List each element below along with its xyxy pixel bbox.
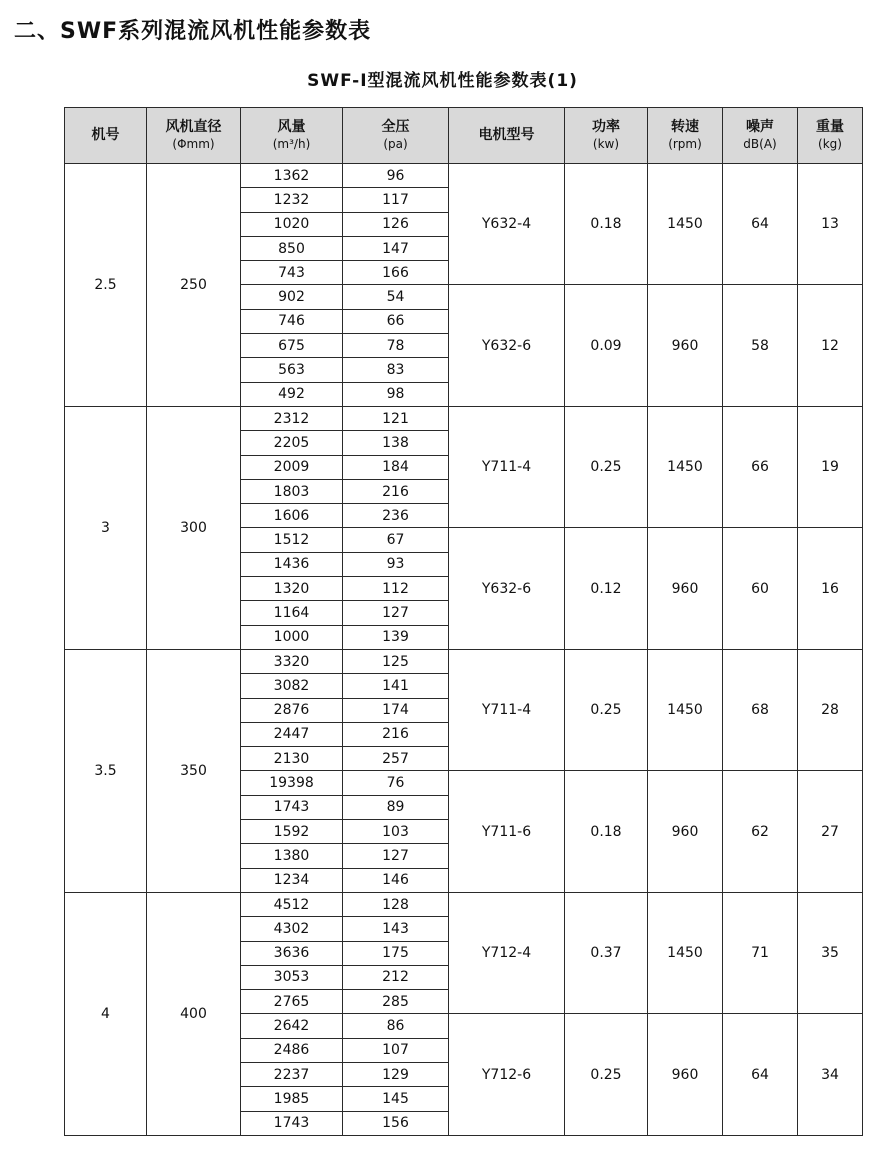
column-header-unit: (m³/h) (272, 136, 311, 151)
table-row (65, 649, 863, 673)
airflow-cell: 2237 (241, 1062, 343, 1086)
pressure-cell: 212 (343, 965, 449, 989)
diameter-cell: 300 (147, 406, 241, 649)
column-header-label: 功率 (592, 118, 620, 135)
airflow-cell: 1320 (241, 577, 343, 601)
speed-cell: 1450 (648, 164, 723, 285)
airflow-cell: 1606 (241, 504, 343, 528)
airflow-cell: 1164 (241, 601, 343, 625)
noise-cell: 71 (723, 892, 798, 1013)
airflow-cell: 1512 (241, 528, 343, 552)
table-body (65, 164, 863, 1136)
machine-no-cell: 3.5 (65, 649, 147, 892)
airflow-cell: 3320 (241, 649, 343, 673)
table-row (65, 164, 863, 188)
pressure-cell: 175 (343, 941, 449, 965)
noise-cell: 62 (723, 771, 798, 892)
noise-cell: 66 (723, 406, 798, 527)
pressure-cell: 103 (343, 820, 449, 844)
pressure-cell: 83 (343, 358, 449, 382)
airflow-cell: 2205 (241, 431, 343, 455)
speed-cell: 960 (648, 1014, 723, 1135)
airflow-cell: 746 (241, 309, 343, 333)
airflow-cell: 1362 (241, 164, 343, 188)
pressure-cell: 143 (343, 917, 449, 941)
column-header-label: 全压 (381, 118, 410, 135)
pressure-cell: 285 (343, 990, 449, 1014)
speed-cell: 1450 (648, 406, 723, 527)
pressure-cell: 127 (343, 601, 449, 625)
pressure-cell: 86 (343, 1014, 449, 1038)
pressure-cell: 141 (343, 674, 449, 698)
pressure-cell: 129 (343, 1062, 449, 1086)
airflow-cell: 2009 (241, 455, 343, 479)
noise-cell: 60 (723, 528, 798, 649)
airflow-cell: 1743 (241, 795, 343, 819)
airflow-cell: 2130 (241, 747, 343, 771)
pressure-cell: 166 (343, 261, 449, 285)
motor-model-cell: Y712-4 (449, 892, 565, 1013)
pressure-cell: 54 (343, 285, 449, 309)
diameter-cell: 250 (147, 164, 241, 407)
airflow-cell: 1234 (241, 868, 343, 892)
column-header-label: 机号 (91, 127, 120, 143)
airflow-cell: 1803 (241, 479, 343, 503)
airflow-cell: 2486 (241, 1038, 343, 1062)
airflow-cell: 1743 (241, 1111, 343, 1135)
pressure-cell: 98 (343, 382, 449, 406)
table-title: SWF-Ⅰ型混流风机性能参数表(1) (307, 71, 578, 91)
pressure-cell: 139 (343, 625, 449, 649)
column-header-label: 重量 (816, 118, 844, 135)
column-header (449, 108, 565, 164)
performance-table (64, 107, 863, 1136)
speed-cell: 960 (648, 285, 723, 406)
airflow-cell: 1000 (241, 625, 343, 649)
power-cell: 0.25 (565, 406, 648, 527)
power-cell: 0.25 (565, 1014, 648, 1135)
pressure-cell: 138 (343, 431, 449, 455)
airflow-cell: 3636 (241, 941, 343, 965)
table-row (65, 892, 863, 916)
column-header-label: 风量 (277, 118, 306, 135)
pressure-cell: 128 (343, 892, 449, 916)
weight-cell: 28 (798, 649, 863, 770)
power-cell: 0.25 (565, 649, 648, 770)
weight-cell: 34 (798, 1014, 863, 1135)
airflow-cell: 4512 (241, 892, 343, 916)
diameter-cell: 350 (147, 649, 241, 892)
pressure-cell: 117 (343, 188, 449, 212)
pressure-cell: 126 (343, 212, 449, 236)
airflow-cell: 1232 (241, 188, 343, 212)
motor-model-cell: Y711-6 (449, 771, 565, 892)
column-header (723, 108, 798, 164)
column-header-label: 风机直径 (165, 118, 222, 135)
airflow-cell: 675 (241, 334, 343, 358)
power-cell: 0.12 (565, 528, 648, 649)
weight-cell: 19 (798, 406, 863, 527)
airflow-cell: 563 (241, 358, 343, 382)
motor-model-cell: Y632-6 (449, 285, 565, 406)
power-cell: 0.18 (565, 164, 648, 285)
machine-no-cell: 2.5 (65, 164, 147, 407)
pressure-cell: 89 (343, 795, 449, 819)
motor-model-cell: Y632-6 (449, 528, 565, 649)
pressure-cell: 125 (343, 649, 449, 673)
weight-cell: 35 (798, 892, 863, 1013)
noise-cell: 64 (723, 1014, 798, 1135)
column-header (565, 108, 648, 164)
column-header-unit: (Φmm) (172, 136, 215, 151)
column-header (147, 108, 241, 164)
airflow-cell: 2447 (241, 722, 343, 746)
power-cell: 0.37 (565, 892, 648, 1013)
page-heading: 二、SWF系列混流风机性能参数表 (14, 19, 372, 44)
pressure-cell: 146 (343, 868, 449, 892)
pressure-cell: 93 (343, 552, 449, 576)
power-cell: 0.09 (565, 285, 648, 406)
speed-cell: 960 (648, 528, 723, 649)
airflow-cell: 1380 (241, 844, 343, 868)
pressure-cell: 66 (343, 309, 449, 333)
pressure-cell: 216 (343, 479, 449, 503)
weight-cell: 12 (798, 285, 863, 406)
column-header-unit: dB(A) (743, 136, 777, 151)
weight-cell: 13 (798, 164, 863, 285)
airflow-cell: 1985 (241, 1087, 343, 1111)
pressure-cell: 236 (343, 504, 449, 528)
airflow-cell: 4302 (241, 917, 343, 941)
motor-model-cell: Y711-4 (449, 649, 565, 770)
airflow-cell: 2642 (241, 1014, 343, 1038)
pressure-cell: 257 (343, 747, 449, 771)
column-header-label: 转速 (671, 118, 699, 135)
pressure-cell: 147 (343, 236, 449, 260)
airflow-cell: 850 (241, 236, 343, 260)
airflow-cell: 2765 (241, 990, 343, 1014)
pressure-cell: 145 (343, 1087, 449, 1111)
airflow-cell: 19398 (241, 771, 343, 795)
motor-model-cell: Y632-4 (449, 164, 565, 285)
column-header (343, 108, 449, 164)
airflow-cell: 1592 (241, 820, 343, 844)
column-header-unit: (kw) (592, 136, 620, 151)
pressure-cell: 78 (343, 334, 449, 358)
weight-cell: 16 (798, 528, 863, 649)
noise-cell: 58 (723, 285, 798, 406)
machine-no-cell: 3 (65, 406, 147, 649)
airflow-cell: 1436 (241, 552, 343, 576)
diameter-cell: 400 (147, 892, 241, 1135)
airflow-cell: 902 (241, 285, 343, 309)
power-cell: 0.18 (565, 771, 648, 892)
motor-model-cell: Y712-6 (449, 1014, 565, 1135)
airflow-cell: 2876 (241, 698, 343, 722)
column-header (65, 108, 147, 164)
column-header (241, 108, 343, 164)
pressure-cell: 112 (343, 577, 449, 601)
column-header-label: 电机型号 (478, 127, 535, 143)
column-header-label: 噪声 (746, 118, 774, 135)
motor-model-cell: Y711-4 (449, 406, 565, 527)
airflow-cell: 492 (241, 382, 343, 406)
airflow-cell: 2312 (241, 406, 343, 430)
column-header-unit: (kg) (818, 136, 842, 151)
pressure-cell: 96 (343, 164, 449, 188)
pressure-cell: 156 (343, 1111, 449, 1135)
pressure-cell: 184 (343, 455, 449, 479)
header-row (65, 108, 863, 164)
table-row (65, 406, 863, 430)
airflow-cell: 743 (241, 261, 343, 285)
noise-cell: 64 (723, 164, 798, 285)
pressure-cell: 121 (343, 406, 449, 430)
pressure-cell: 107 (343, 1038, 449, 1062)
speed-cell: 1450 (648, 649, 723, 770)
pressure-cell: 67 (343, 528, 449, 552)
pressure-cell: 216 (343, 722, 449, 746)
airflow-cell: 1020 (241, 212, 343, 236)
noise-cell: 68 (723, 649, 798, 770)
airflow-cell: 3082 (241, 674, 343, 698)
airflow-cell: 3053 (241, 965, 343, 989)
column-header (648, 108, 723, 164)
speed-cell: 1450 (648, 892, 723, 1013)
pressure-cell: 174 (343, 698, 449, 722)
column-header-unit: (pa) (383, 136, 408, 151)
column-header-unit: (rpm) (668, 136, 702, 151)
machine-no-cell: 4 (65, 892, 147, 1135)
pressure-cell: 127 (343, 844, 449, 868)
speed-cell: 960 (648, 771, 723, 892)
weight-cell: 27 (798, 771, 863, 892)
column-header (798, 108, 863, 164)
pressure-cell: 76 (343, 771, 449, 795)
